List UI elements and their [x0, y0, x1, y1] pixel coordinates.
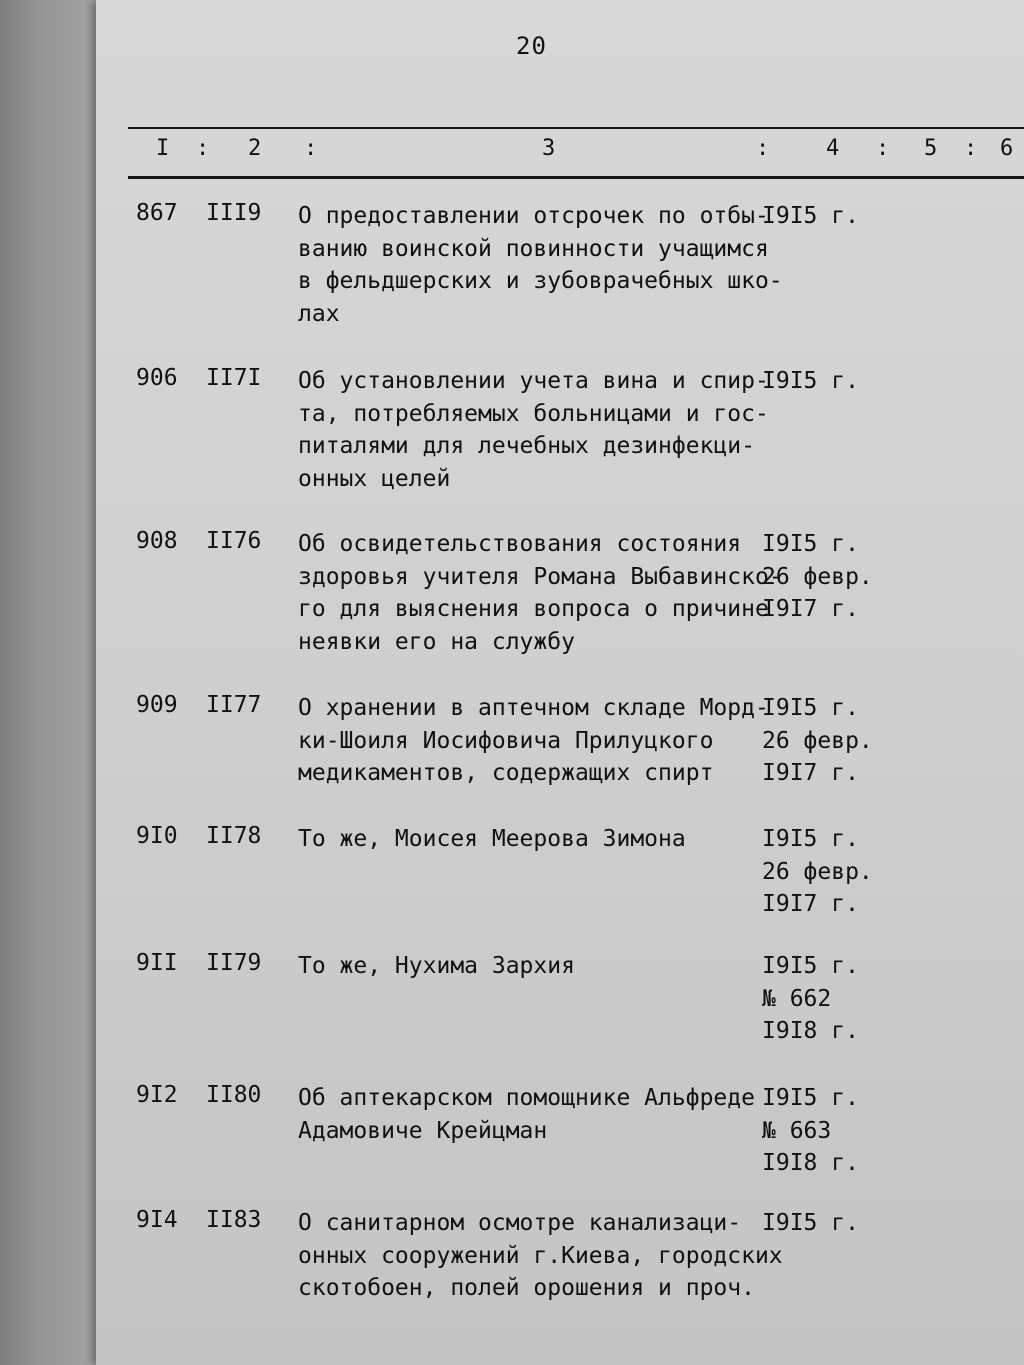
title-line: Адамовиче Крейцман	[298, 1117, 548, 1144]
file-number: II78	[206, 823, 262, 849]
date-line: I9I5 г.	[762, 695, 859, 721]
title-line: лах	[298, 300, 340, 327]
date-line: I9I5 г.	[762, 531, 859, 557]
file-number: III9	[206, 200, 262, 226]
row-number: 9I2	[136, 1082, 178, 1108]
file-number: II76	[206, 528, 262, 554]
row-dates	[762, 1207, 912, 1240]
document-page	[96, 0, 1024, 1365]
row-title	[298, 365, 778, 495]
title-line: скотобоен, полей орошения и проч.	[298, 1275, 755, 1301]
previous-page-edge	[0, 0, 110, 1365]
file-number: II79	[206, 950, 262, 976]
row-title	[298, 1082, 778, 1147]
column-separator: :	[876, 136, 890, 161]
row-dates	[762, 365, 912, 398]
title-line: ванию воинской повинности учащимся	[298, 235, 769, 262]
title-line: питалями для лечебных дезинфекци-	[298, 433, 755, 459]
title-line: ки-Шоиля Иосифовича Прилуцкого	[298, 727, 714, 754]
header-rule-top	[128, 127, 1024, 129]
column-header-5: 5	[924, 136, 938, 161]
title-line: неявки его на службу	[298, 628, 575, 655]
row-number: 909	[136, 692, 178, 718]
title-line: Об освидетельствования состояния	[298, 531, 742, 557]
date-line: 26 февр.	[762, 563, 873, 590]
date-line: № 662	[762, 985, 832, 1012]
row-dates	[762, 1082, 912, 1180]
date-line: I9I7 г.	[762, 596, 859, 622]
column-separator: :	[756, 136, 770, 161]
row-title	[298, 823, 778, 856]
date-line: I9I5 г.	[762, 368, 859, 394]
title-line: О предоставлении отсрочек по отбы-	[298, 203, 769, 229]
title-line: Об установлении учета вина и спир-	[298, 368, 769, 394]
title-line: медикаментов, содержащих спирт	[298, 760, 714, 786]
row-title	[298, 692, 778, 790]
page-number: 20	[516, 32, 547, 60]
date-line: I9I5 г.	[762, 826, 859, 852]
row-number: 9I0	[136, 823, 178, 849]
title-line: онных целей	[298, 465, 451, 492]
file-number: II77	[206, 692, 262, 718]
date-line: I9I8 г.	[762, 1018, 859, 1044]
file-number: II80	[206, 1082, 262, 1108]
date-line: I9I5 г.	[762, 1085, 859, 1111]
column-header-2: 2	[248, 136, 262, 161]
file-number: II83	[206, 1207, 262, 1233]
column-separator: :	[964, 136, 978, 161]
row-title	[298, 528, 783, 658]
date-line: 26 февр.	[762, 727, 873, 754]
date-line: I9I5 г.	[762, 953, 859, 979]
row-dates	[762, 692, 912, 790]
column-header-4: 4	[826, 136, 840, 161]
row-dates	[762, 950, 912, 1048]
row-title	[298, 1207, 783, 1305]
row-title	[298, 200, 783, 330]
date-line: 26 февр.	[762, 858, 873, 885]
column-separator: :	[196, 136, 210, 161]
row-number: 867	[136, 200, 178, 226]
column-header-6: 6	[1000, 136, 1014, 161]
column-separator: :	[304, 136, 318, 161]
row-number: 908	[136, 528, 178, 554]
row-dates	[762, 528, 912, 626]
date-line: I9I5 г.	[762, 1210, 859, 1236]
header-rule-bottom	[128, 176, 1024, 179]
title-line: Об аптекарском помощнике Альфреде	[298, 1085, 755, 1111]
row-dates	[762, 200, 912, 233]
title-line: онных сооружений г.Киева, городских	[298, 1242, 783, 1269]
title-line: То же, Нухима Зархия	[298, 953, 575, 979]
row-number: 906	[136, 365, 178, 391]
row-number: 9II	[136, 950, 178, 976]
title-line: О санитарном осмотре канализаци-	[298, 1210, 742, 1236]
column-header-3: 3	[542, 136, 556, 161]
title-line: То же, Моисея Меерова Зимона	[298, 826, 686, 852]
row-number: 9I4	[136, 1207, 178, 1233]
row-dates	[762, 823, 912, 921]
row-title	[298, 950, 778, 983]
date-line: I9I8 г.	[762, 1150, 859, 1176]
date-line: I9I5 г.	[762, 203, 859, 229]
title-line: в фельдшерских и зубоврачебных шко-	[298, 268, 783, 294]
column-header-1: I	[156, 136, 170, 161]
title-line: О хранении в аптечном складе Морд-	[298, 695, 769, 721]
title-line: здоровья учителя Романа Выбавинско-	[298, 563, 783, 590]
date-line: I9I7 г.	[762, 891, 859, 917]
file-number: II7I	[206, 365, 262, 391]
date-line: № 663	[762, 1117, 832, 1144]
title-line: го для выяснения вопроса о причине	[298, 596, 769, 622]
date-line: I9I7 г.	[762, 760, 859, 786]
title-line: та, потребляемых больницами и гос-	[298, 400, 769, 427]
